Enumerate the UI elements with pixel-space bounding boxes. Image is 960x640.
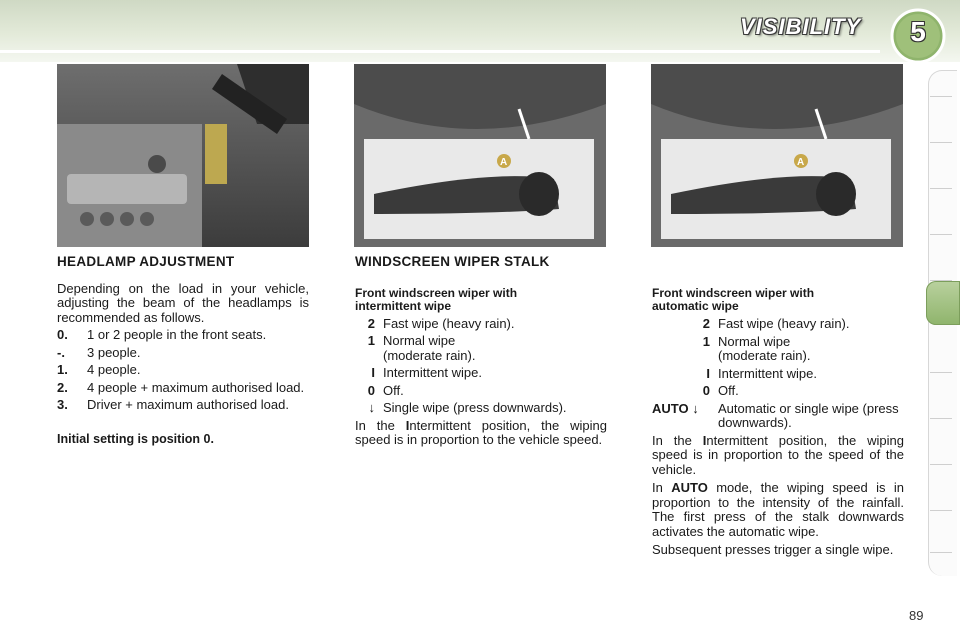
note-text: mode, the wiping speed is in proportion to the intensity of the rainfall. The first press of the stalk downwards activates the automatic wipe. (652, 480, 904, 539)
header-divider (0, 50, 880, 53)
headlamp-intro: Depending on the load in your vehicle, adjusting the beam of the headlamps is recommended as follows. (57, 280, 309, 325)
item-text: Normal wipe (moderate rain). (383, 333, 476, 363)
note-text: In (652, 480, 672, 495)
page-number: 89 (909, 608, 924, 623)
item-text: Intermittent wipe. (383, 365, 482, 380)
list-item (652, 317, 904, 332)
list-item (652, 367, 904, 382)
list-item (652, 384, 904, 399)
item-text: 3 people. (87, 344, 141, 360)
list-item (57, 328, 309, 343)
headlamp-list (57, 328, 309, 413)
item-key: 1 (367, 333, 375, 348)
wiper-automatic-section (652, 287, 904, 558)
list-item (355, 334, 607, 363)
item-text: Normal wipe (moderate rain). (718, 333, 811, 363)
tab-divider (930, 142, 952, 143)
list-item (355, 401, 607, 416)
headlamp-photo (57, 64, 309, 247)
chapter-tab-active[interactable] (926, 281, 960, 325)
list-item (355, 366, 607, 381)
item-text: Off. (718, 383, 739, 398)
item-text: Fast wipe (heavy rain). (383, 315, 515, 331)
tab-divider (930, 96, 952, 97)
tab-divider (930, 372, 952, 373)
item-text: 4 people + maximum authorised load. (87, 379, 305, 395)
chapter-number: 5 (910, 16, 926, 47)
section-title: VISIBILITY (740, 14, 862, 39)
tab-divider (930, 464, 952, 465)
tab-divider (930, 418, 952, 419)
note-text: ntermittent position, the wiping speed is in proportion to the vehicle speed. (355, 417, 607, 447)
wiper-automatic-note-auto (652, 481, 904, 539)
item-text: 1 or 2 people in the front seats. (87, 327, 267, 342)
note-text: In the (652, 432, 703, 448)
wiper-automatic-note-subsequent: Subsequent presses trigger a single wipe. (652, 542, 894, 557)
tab-divider (930, 234, 952, 235)
item-key: 0. (57, 327, 68, 342)
item-text: Fast wipe (heavy rain). (718, 316, 850, 331)
item-key: 0 (702, 383, 710, 398)
headlamp-section (57, 255, 309, 446)
item-key: 1 (702, 333, 710, 349)
list-item (355, 384, 607, 399)
list-item (57, 363, 309, 378)
note-text: In the (355, 417, 406, 433)
item-text: 4 people. (87, 362, 141, 377)
tab-divider (930, 188, 952, 189)
wiper-stalk-intermittent-photo (354, 64, 606, 247)
wiper-intermittent-subtitle: Front windscreen wiper with intermittent wipe (355, 285, 518, 313)
item-key: I (371, 365, 375, 380)
item-text: Automatic or single wipe (press downwards). (718, 400, 899, 430)
wiper-intermittent-note (355, 419, 607, 448)
tab-divider (930, 510, 952, 511)
list-item (652, 335, 904, 364)
item-key: 2 (367, 315, 375, 331)
wiper-stalk-automatic-photo (651, 64, 903, 247)
note-bold: I (702, 432, 707, 448)
item-key: -. (57, 344, 65, 360)
wiper-automatic-subtitle: Front windscreen wiper with automatic wipe (652, 286, 815, 313)
list-item (57, 381, 309, 396)
item-key: 2 (702, 316, 710, 331)
item-text: Single wipe (press downwards). (383, 400, 567, 415)
headlamp-initial-setting: Initial setting is position 0. (57, 431, 214, 446)
callout-a: A (797, 157, 805, 168)
item-key: I (706, 365, 710, 381)
tab-divider (930, 552, 952, 553)
wiper-title: WINDSCREEN WIPER STALK (355, 254, 550, 269)
item-key: 1. (57, 362, 68, 377)
headlamp-title: HEADLAMP ADJUSTMENT (57, 254, 235, 269)
chapter-badge (888, 6, 948, 66)
callout-a: A (500, 157, 508, 168)
list-item (355, 317, 607, 332)
note-text: ntermittent position, the wiping speed is in proportion to the speed of the vehicle. (652, 432, 904, 477)
item-key: 0 (367, 382, 375, 398)
item-key: 3. (57, 397, 68, 412)
list-item (57, 346, 309, 361)
item-text: Off. (383, 382, 404, 398)
list-item (652, 402, 904, 431)
wiper-intermittent-list (355, 317, 607, 416)
list-item (57, 398, 309, 413)
item-key: 2. (57, 379, 68, 395)
item-key: ↓ (368, 400, 375, 415)
wiper-intermittent-section (355, 255, 607, 448)
wiper-automatic-note-intermittent (652, 434, 904, 478)
note-bold: AUTO (671, 480, 708, 495)
item-key: AUTO ↓ (652, 400, 699, 416)
item-text: Driver + maximum authorised load. (87, 397, 289, 412)
note-bold: I (405, 417, 410, 433)
wiper-automatic-list (652, 317, 904, 431)
item-text: Intermittent wipe. (718, 365, 817, 381)
